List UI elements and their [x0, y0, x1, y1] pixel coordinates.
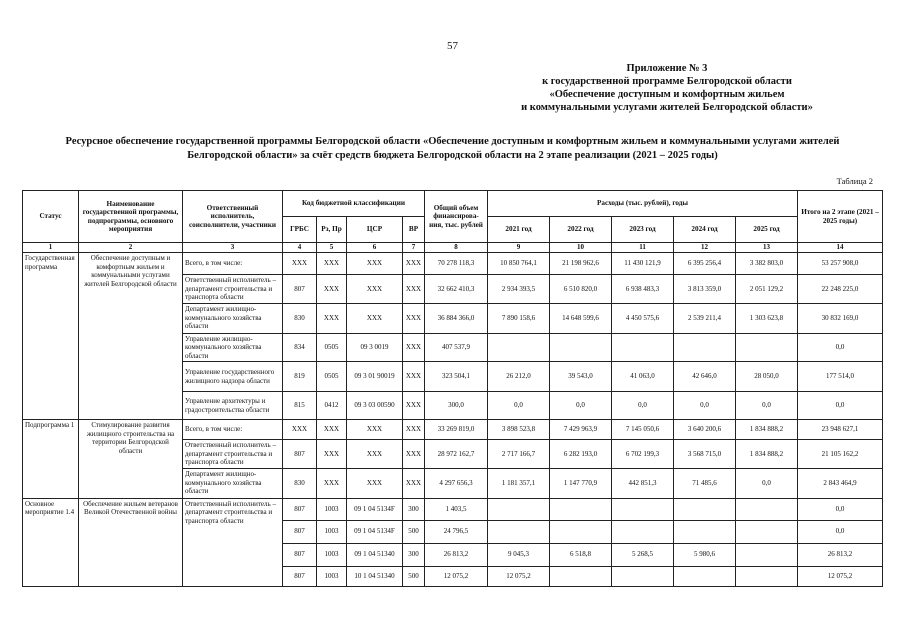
- y2021-cell: 1 181 357,1: [488, 468, 550, 498]
- table-label: Таблица 2: [836, 176, 873, 186]
- index-cell: 13: [736, 243, 798, 253]
- index-cell: 2: [79, 243, 183, 253]
- column-index-row: [23, 243, 883, 253]
- executor-cell: Управление государственного жилищного надзора области: [183, 362, 283, 392]
- y2022-cell: 7 429 963,9: [550, 420, 612, 440]
- y2021-cell: 26 212,0: [488, 362, 550, 392]
- vr-cell: 500: [403, 566, 425, 586]
- y2024-cell: 6 395 256,4: [674, 253, 736, 275]
- stage-cell: 0,0: [798, 520, 883, 543]
- csr-cell: 09 3 03 00590: [347, 392, 403, 420]
- y2023-cell: [612, 566, 674, 586]
- status-cell: Подпрограмма 1: [23, 420, 79, 499]
- csr-cell: 09 3 01 90019: [347, 362, 403, 392]
- y2025-cell: [736, 543, 798, 566]
- total-cell: 300,0: [425, 392, 488, 420]
- y2021-cell: 2 934 393,5: [488, 275, 550, 304]
- total-cell: 12 075,2: [425, 566, 488, 586]
- vr-cell: XXX: [403, 392, 425, 420]
- appendix-line-4: и коммунальными услугами жителей Белгородской области»: [521, 102, 813, 113]
- csr-cell: 09 1 04 51340: [347, 543, 403, 566]
- y2025-cell: 2 051 129,2: [736, 275, 798, 304]
- y2023-cell: 0,0: [612, 392, 674, 420]
- y2024-cell: 71 485,6: [674, 468, 736, 498]
- grbs-cell: 815: [283, 392, 317, 420]
- stage-cell: 22 248 225,0: [798, 275, 883, 304]
- status-cell: Государственная программа: [23, 253, 79, 420]
- total-cell: 70 278 118,3: [425, 253, 488, 275]
- total-cell: 28 972 162,7: [425, 440, 488, 469]
- y2022-cell: 6 282 193,0: [550, 440, 612, 469]
- vr-cell: XXX: [403, 420, 425, 440]
- total-cell: 407 537,9: [425, 333, 488, 362]
- table-row: [23, 420, 883, 440]
- stage-cell: 2 843 464,9: [798, 468, 883, 498]
- index-cell: 7: [403, 243, 425, 253]
- table-body: [23, 253, 883, 587]
- index-cell: 6: [347, 243, 403, 253]
- header-2021: 2021 год: [488, 217, 550, 243]
- total-cell: 33 269 819,0: [425, 420, 488, 440]
- y2022-cell: 39 543,0: [550, 362, 612, 392]
- executor-cell: Департамент жилищно-коммунального хозяйства области: [183, 303, 283, 333]
- total-cell: 323 504,1: [425, 362, 488, 392]
- y2023-cell: 442 851,3: [612, 468, 674, 498]
- y2025-cell: 0,0: [736, 392, 798, 420]
- y2025-cell: [736, 333, 798, 362]
- rzpr-cell: XXX: [317, 420, 347, 440]
- csr-cell: XXX: [347, 468, 403, 498]
- y2024-cell: [674, 520, 736, 543]
- vr-cell: XXX: [403, 253, 425, 275]
- rzpr-cell: XXX: [317, 275, 347, 304]
- rzpr-cell: 0505: [317, 333, 347, 362]
- y2023-cell: 11 430 121,9: [612, 253, 674, 275]
- total-cell: 4 297 656,3: [425, 468, 488, 498]
- appendix-line-2: к государственной программе Белгородской области: [542, 76, 792, 87]
- status-cell: Основное мероприятие 1.4: [23, 498, 79, 586]
- grbs-cell: 830: [283, 468, 317, 498]
- y2023-cell: [612, 498, 674, 520]
- grbs-cell: 807: [283, 566, 317, 586]
- csr-cell: 10 1 04 51340: [347, 566, 403, 586]
- vr-cell: 300: [403, 543, 425, 566]
- y2021-cell: 9 045,3: [488, 543, 550, 566]
- header-2022: 2022 год: [550, 217, 612, 243]
- total-cell: 32 662 410,3: [425, 275, 488, 304]
- vr-cell: XXX: [403, 275, 425, 304]
- vr-cell: XXX: [403, 333, 425, 362]
- y2022-cell: [550, 520, 612, 543]
- header-rzpr: Рз, Пр: [317, 217, 347, 243]
- csr-cell: XXX: [347, 420, 403, 440]
- total-cell: 1 403,5: [425, 498, 488, 520]
- y2025-cell: [736, 566, 798, 586]
- y2025-cell: [736, 520, 798, 543]
- y2023-cell: 6 702 199,3: [612, 440, 674, 469]
- header-executor: Ответственный исполнитель, соисполнители, участники: [183, 191, 283, 243]
- y2022-cell: 6 518,8: [550, 543, 612, 566]
- header-budget-code: Код бюджетной классификации: [283, 191, 425, 217]
- stage-cell: 0,0: [798, 333, 883, 362]
- total-cell: 24 796,5: [425, 520, 488, 543]
- vr-cell: 500: [403, 520, 425, 543]
- csr-cell: XXX: [347, 253, 403, 275]
- y2023-cell: 4 450 575,6: [612, 303, 674, 333]
- rzpr-cell: XXX: [317, 440, 347, 469]
- header-csr: ЦСР: [347, 217, 403, 243]
- total-cell: 26 813,2: [425, 543, 488, 566]
- appendix-header: [487, 62, 847, 114]
- y2024-cell: 0,0: [674, 392, 736, 420]
- y2021-cell: 10 850 764,1: [488, 253, 550, 275]
- total-cell: 36 884 366,0: [425, 303, 488, 333]
- y2025-cell: [736, 498, 798, 520]
- vr-cell: 300: [403, 498, 425, 520]
- y2021-cell: [488, 333, 550, 362]
- header-2024: 2024 год: [674, 217, 736, 243]
- executor-cell: Департамент жилищно-коммунального хозяйства области: [183, 468, 283, 498]
- csr-cell: XXX: [347, 440, 403, 469]
- y2023-cell: 5 268,5: [612, 543, 674, 566]
- y2025-cell: 1 303 623,8: [736, 303, 798, 333]
- grbs-cell: 819: [283, 362, 317, 392]
- y2023-cell: 7 145 050,6: [612, 420, 674, 440]
- rzpr-cell: XXX: [317, 303, 347, 333]
- y2024-cell: 3 568 715,0: [674, 440, 736, 469]
- header-2023: 2023 год: [612, 217, 674, 243]
- index-cell: 1: [23, 243, 79, 253]
- y2021-cell: 2 717 166,7: [488, 440, 550, 469]
- stage-cell: 53 257 908,0: [798, 253, 883, 275]
- y2022-cell: 6 510 820,0: [550, 275, 612, 304]
- y2022-cell: 1 147 770,9: [550, 468, 612, 498]
- page-number: 57: [447, 40, 458, 52]
- vr-cell: XXX: [403, 303, 425, 333]
- rzpr-cell: XXX: [317, 468, 347, 498]
- rzpr-cell: 0412: [317, 392, 347, 420]
- stage-cell: 23 948 627,1: [798, 420, 883, 440]
- vr-cell: XXX: [403, 362, 425, 392]
- stage-cell: 177 514,0: [798, 362, 883, 392]
- index-cell: 5: [317, 243, 347, 253]
- document-title: [20, 135, 885, 163]
- y2022-cell: [550, 333, 612, 362]
- rzpr-cell: XXX: [317, 253, 347, 275]
- y2022-cell: 0,0: [550, 392, 612, 420]
- y2023-cell: 41 063,0: [612, 362, 674, 392]
- y2022-cell: [550, 566, 612, 586]
- index-cell: 3: [183, 243, 283, 253]
- y2021-cell: 0,0: [488, 392, 550, 420]
- y2024-cell: [674, 498, 736, 520]
- csr-cell: 09 1 04 5134F: [347, 520, 403, 543]
- y2022-cell: 21 198 962,6: [550, 253, 612, 275]
- y2024-cell: [674, 333, 736, 362]
- header-name: Наименование государственной программы, подпрограммы, основного мероприятия: [79, 191, 183, 243]
- executor-cell: Ответственный исполнитель – департамент строительства и транспорта области: [183, 275, 283, 304]
- stage-cell: 30 832 169,0: [798, 303, 883, 333]
- header-vr: ВР: [403, 217, 425, 243]
- y2024-cell: 5 980,6: [674, 543, 736, 566]
- executor-cell: Всего, в том числе:: [183, 253, 283, 275]
- program-name-cell: Обеспечение жильем ветеранов Великой Отечественной войны: [79, 498, 183, 586]
- table-row: [23, 498, 883, 520]
- y2021-cell: 12 075,2: [488, 566, 550, 586]
- y2021-cell: [488, 498, 550, 520]
- y2021-cell: 3 898 523,8: [488, 420, 550, 440]
- program-name-cell: Обеспечение доступным и комфортным жильем и коммунальными услугами жителей Белгородской области: [79, 253, 183, 420]
- index-cell: 10: [550, 243, 612, 253]
- index-cell: 9: [488, 243, 550, 253]
- csr-cell: 09 1 04 5134F: [347, 498, 403, 520]
- stage-cell: 21 105 162,2: [798, 440, 883, 469]
- appendix-line-3: «Обеспечение доступным и комфортным жильем: [549, 89, 785, 100]
- csr-cell: 09 3 0019: [347, 333, 403, 362]
- header-total-stage: Итого на 2 этапе (2021 – 2025 годы): [798, 191, 883, 243]
- y2023-cell: [612, 520, 674, 543]
- csr-cell: XXX: [347, 275, 403, 304]
- grbs-cell: 830: [283, 303, 317, 333]
- stage-cell: 26 813,2: [798, 543, 883, 566]
- executor-cell: Всего, в том числе:: [183, 420, 283, 440]
- y2024-cell: [674, 566, 736, 586]
- y2023-cell: 6 938 483,3: [612, 275, 674, 304]
- y2024-cell: 2 539 211,4: [674, 303, 736, 333]
- y2025-cell: 28 050,0: [736, 362, 798, 392]
- y2021-cell: 7 890 158,6: [488, 303, 550, 333]
- rzpr-cell: 1003: [317, 566, 347, 586]
- grbs-cell: XXX: [283, 420, 317, 440]
- y2022-cell: [550, 498, 612, 520]
- index-cell: 14: [798, 243, 883, 253]
- title-line-1: Ресурсное обеспечение государственной программы Белгородской области «Обеспечение доступным и комфортным жильем и коммунальными услугами жителей: [65, 136, 840, 147]
- y2025-cell: 1 834 888,2: [736, 420, 798, 440]
- vr-cell: XXX: [403, 440, 425, 469]
- resource-table: [22, 190, 883, 587]
- vr-cell: XXX: [403, 468, 425, 498]
- grbs-cell: 807: [283, 498, 317, 520]
- index-cell: 4: [283, 243, 317, 253]
- stage-cell: 0,0: [798, 392, 883, 420]
- y2025-cell: 1 834 888,2: [736, 440, 798, 469]
- y2022-cell: 14 648 599,6: [550, 303, 612, 333]
- index-cell: 11: [612, 243, 674, 253]
- rzpr-cell: 1003: [317, 543, 347, 566]
- grbs-cell: 807: [283, 440, 317, 469]
- executor-cell: Ответственный исполнитель – департамент строительства и транспорта области: [183, 440, 283, 469]
- table-row: [23, 253, 883, 275]
- y2021-cell: [488, 520, 550, 543]
- grbs-cell: 807: [283, 543, 317, 566]
- index-cell: 8: [425, 243, 488, 253]
- header-grbs: ГРБС: [283, 217, 317, 243]
- executor-cell: Управление архитектуры и градостроительства области: [183, 392, 283, 420]
- header-total-volume: Общий объем финансирова-ния, тыс. рублей: [425, 191, 488, 243]
- header-status: Статус: [23, 191, 79, 243]
- appendix-line-1: Приложение № 3: [626, 63, 708, 74]
- program-name-cell: Стимулирование развития жилищного строительства на территории Белгородской области: [79, 420, 183, 499]
- rzpr-cell: 1003: [317, 498, 347, 520]
- y2025-cell: 0,0: [736, 468, 798, 498]
- grbs-cell: 834: [283, 333, 317, 362]
- executor-cell: Управление жилищно-коммунального хозяйства области: [183, 333, 283, 362]
- rzpr-cell: 1003: [317, 520, 347, 543]
- csr-cell: XXX: [347, 303, 403, 333]
- grbs-cell: XXX: [283, 253, 317, 275]
- y2023-cell: [612, 333, 674, 362]
- y2024-cell: 42 646,0: [674, 362, 736, 392]
- y2025-cell: 3 382 803,0: [736, 253, 798, 275]
- index-cell: 12: [674, 243, 736, 253]
- y2024-cell: 3 640 200,6: [674, 420, 736, 440]
- rzpr-cell: 0505: [317, 362, 347, 392]
- y2024-cell: 3 813 359,0: [674, 275, 736, 304]
- stage-cell: 12 075,2: [798, 566, 883, 586]
- title-line-2: Белгородской области» за счёт средств бюджета Белгородской области на 2 этапе реализации (2021 – 2025 годы): [187, 150, 718, 161]
- grbs-cell: 807: [283, 275, 317, 304]
- header-2025: 2025 год: [736, 217, 798, 243]
- header-expenses: Расходы (тыс. рублей), годы: [488, 191, 798, 217]
- stage-cell: 0,0: [798, 498, 883, 520]
- grbs-cell: 807: [283, 520, 317, 543]
- executor-cell: Ответственный исполнитель – департамент строительства и транспорта области: [183, 498, 283, 586]
